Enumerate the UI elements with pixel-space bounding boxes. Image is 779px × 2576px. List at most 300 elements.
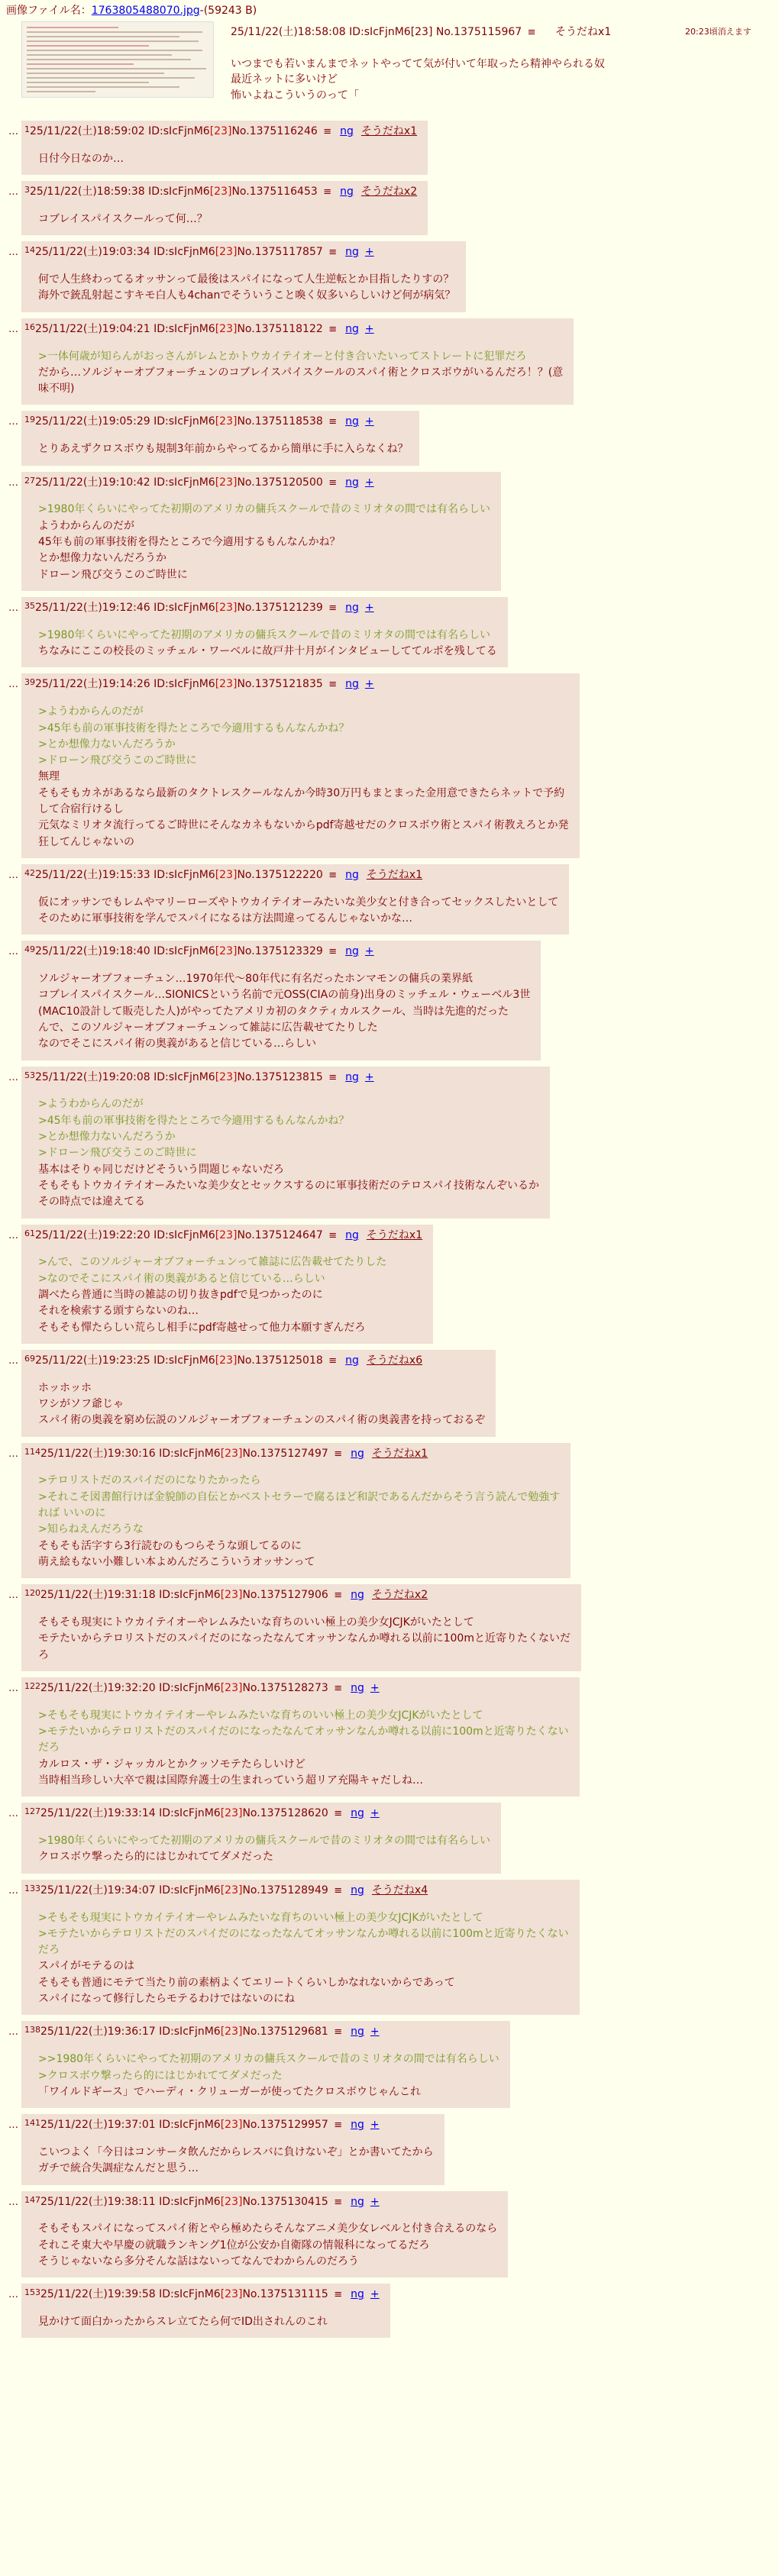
reply-header — [24, 1353, 485, 1369]
quote-line: >知らねえんだろうな — [38, 1523, 144, 1536]
reply-list — [0, 121, 779, 2344]
text-line: とりあえずクロスボウも規制3年前からやってるから簡単に手に入らなくね？ — [38, 443, 409, 456]
reply-id[interactable]: ID:sIcFjnM6 — [154, 678, 215, 691]
reply-index: 147 — [24, 2194, 40, 2205]
quote-line: >なのでそこにスパイ術の奥義があると信じている…らしい — [38, 1272, 325, 1285]
reply-body — [24, 616, 497, 660]
ng-button[interactable]: ng — [351, 1447, 364, 1460]
ng-button[interactable]: ng — [345, 322, 359, 335]
reply-number[interactable]: No.1375129957 — [242, 2119, 328, 2132]
reply-menu-icon[interactable]: ≡ — [328, 247, 338, 259]
reply-menu-icon[interactable]: ≡ — [334, 1448, 343, 1460]
text-line: そもそもトウカイテイオーみたいな美少女とセックスするのに軍事技術だのテロスパイ技術なんぞいるか — [38, 1179, 540, 1192]
reply-number[interactable]: No.1375120500 — [237, 476, 323, 489]
plus-button[interactable]: + — [370, 2119, 380, 2132]
reply-datetime: 25/11/22(土)19:20:08 — [35, 1070, 150, 1083]
reply-number[interactable]: No.1375128620 — [242, 1807, 328, 1820]
sodane-button[interactable]: そうだねx1 — [371, 1447, 428, 1460]
reply-datetime: 25/11/22(土)19:33:14 — [40, 1807, 156, 1820]
reply-datetime: 25/11/22(土)19:39:58 — [40, 2288, 156, 2301]
reply-id-count: [23] — [215, 476, 238, 489]
reply-id[interactable]: ID:sIcFjnM6 — [159, 2195, 221, 2208]
reply-menu-icon[interactable]: ≡ — [323, 186, 332, 199]
sodane-button[interactable]: そうだねx4 — [371, 1884, 428, 1896]
quote-line: だろ — [38, 1742, 60, 1754]
reply-datetime: 25/11/22(土)19:04:21 — [35, 322, 150, 335]
reply-index: 49 — [24, 944, 35, 955]
reply-number[interactable]: No.1375124647 — [237, 1228, 323, 1241]
reply-number[interactable]: No.1375122220 — [237, 868, 323, 881]
reply-body — [24, 260, 455, 304]
text-line: カルロス・ザ・ジャッカルとかクッソモテたらしいけど — [38, 1758, 305, 1771]
text-line: そのために軍事技術を学んでスパイになるは方法間違ってるんじゃないかな… — [38, 912, 412, 925]
text-line: 調べたら普通に当時の雑誌の切り抜きpdfで見つかったのに — [38, 1289, 323, 1301]
reply-id[interactable]: ID:sIcFjnM6 — [159, 1884, 221, 1896]
plus-button[interactable]: + — [370, 2288, 380, 2301]
reply-body — [24, 490, 490, 582]
reply-row — [0, 121, 779, 175]
reply-box — [21, 2021, 510, 2108]
sodane-button[interactable]: そうだねx1 — [366, 868, 423, 881]
quote-line: >ようわからんのだが — [38, 705, 144, 718]
reply-menu-icon[interactable]: ≡ — [328, 323, 338, 335]
ng-button[interactable]: ng — [345, 1228, 359, 1241]
reply-id-count: [23] — [220, 2288, 243, 2301]
file-link[interactable]: 1763805488070.jpg — [91, 5, 200, 17]
reply-number[interactable]: No.1375127906 — [242, 1589, 328, 1602]
ng-button[interactable]: ng — [351, 2026, 364, 2039]
reply-number[interactable]: No.1375128949 — [242, 1884, 328, 1896]
text-line: その時点では違えてる — [38, 1196, 145, 1209]
reply-marker: … — [8, 1682, 18, 1694]
reply-id-count: [23] — [209, 125, 232, 137]
reply-id-count: [23] — [215, 1228, 238, 1241]
text-line: ホッホッホ — [38, 1381, 92, 1394]
reply-row — [0, 1067, 779, 1219]
reply-index: 138 — [24, 2025, 40, 2035]
quote-line: >1980年くらいにやってた初期のアメリカの傭兵スクールで昔のミリオタの間では有名らしい — [38, 503, 490, 516]
ng-button[interactable]: ng — [345, 1070, 359, 1083]
ng-button[interactable]: ng — [351, 2288, 364, 2301]
reply-datetime: 25/11/22(土)19:30:16 — [40, 1447, 156, 1460]
reply-id-count: [23] — [220, 1807, 243, 1820]
reply-id[interactable]: ID:sIcFjnM6 — [159, 1447, 221, 1460]
text-line: (MAC10設計して販売した人)がやってたアメリカ初のタクティカルスクール、当時は先進的だった — [38, 1005, 509, 1018]
file-info — [6, 3, 257, 18]
text-line: スパイになって修行したらモテるわけではないのにね — [38, 1993, 295, 2006]
reply-box — [21, 2114, 444, 2184]
reply-number[interactable]: No.1375116246 — [231, 125, 318, 137]
reply-index: 122 — [24, 1680, 40, 1691]
text-line: 日付今日なのか… — [38, 152, 124, 165]
reply-index: 127 — [24, 1806, 40, 1817]
reply-body — [24, 1461, 560, 1570]
reply-body — [24, 2210, 497, 2269]
reply-box — [21, 241, 466, 312]
reply-datetime: 25/11/22(土)19:14:26 — [35, 678, 150, 691]
reply-box — [21, 1584, 581, 1671]
quote-line: だろ — [38, 1944, 60, 1957]
reply-box — [21, 864, 569, 935]
reply-header — [24, 2287, 380, 2303]
reply-body — [24, 430, 409, 457]
reply-box — [21, 1880, 580, 2016]
reply-id[interactable]: ID:sIcFjnM6 — [154, 1354, 215, 1367]
plus-button[interactable]: + — [370, 2195, 380, 2208]
op-line: 怖いよねこういうのって「 — [231, 89, 359, 102]
text-line: 仮にオッサンでもレムやマリーローズやトウカイテイオーみたいな美少女と付き合ってセックスしたいとして — [38, 896, 559, 909]
reply-menu-icon[interactable]: ≡ — [328, 1229, 338, 1241]
reply-body — [24, 692, 569, 850]
ng-button[interactable]: ng — [351, 1807, 364, 1820]
quote-line: >一体何歳が知らんがおっさんがレムとかトウカイテイオーと付き合いたいってストレートに犯罪だろ — [38, 350, 527, 363]
text-line: 当時相当珍しい大卒で親は国際弁護士の生まれっていう超リア充陽キャだしね… — [38, 1774, 423, 1787]
reply-menu-icon[interactable]: ≡ — [328, 602, 338, 614]
reply-number[interactable]: No.1375121835 — [237, 678, 323, 691]
text-line: だから…ソルジャーオブフォーチュンのコブレイスパイスクールのスパイ術とクロスボウがいるんだろ！？(意 — [38, 366, 564, 379]
reply-datetime: 25/11/22(土)19:10:42 — [35, 476, 150, 489]
reply-id[interactable]: ID:sIcFjnM6 — [154, 868, 215, 881]
ng-button[interactable]: ng — [345, 415, 359, 428]
text-line: 基本はそりゃ同じだけどそういう問題じゃないだろ — [38, 1163, 284, 1176]
reply-box — [21, 181, 428, 235]
reply-body — [24, 1696, 569, 1788]
reply-datetime: 25/11/22(土)19:15:33 — [35, 868, 150, 881]
quote-line: >クロスボウ撃ったら的にはじかれててダメだった — [38, 2069, 283, 2082]
reply-menu-icon[interactable]: ≡ — [323, 126, 332, 137]
reply-datetime: 25/11/22(土)19:38:11 — [40, 2195, 156, 2208]
reply-id[interactable]: ID:sIcFjnM6 — [154, 246, 215, 259]
quote-line: >それこそ図書館行けば金貌師の自伝とかベストセラーで腐るほど和訳であるんだからそう言う読んで勉強す — [38, 1490, 561, 1503]
text-line: そもそもカネがあるなら最新のタクトレスクールなんか今時30万円もまとまった金用意できたらネットで予約 — [38, 786, 565, 799]
text-line: そもそも憚たらしい荒らし相手にpdf寄越せって他力本願すぎんだろ — [38, 1321, 366, 1334]
ng-button[interactable]: ng — [345, 1354, 359, 1367]
text-line: コブレイスパイスクール…SIONICSという名前で元OSS(CIAの前身)出身のミッチェル・ウェーベル3世 — [38, 989, 531, 1002]
plus-button[interactable]: + — [364, 415, 374, 428]
text-line: んで、このソルジャーオブフォーチュンって雑誌に広告載せてたりした — [38, 1022, 378, 1035]
reply-id-count: [23] — [215, 601, 238, 614]
reply-id[interactable]: ID:sIcFjnM6 — [154, 415, 215, 428]
reply-body — [24, 2040, 499, 2100]
reply-datetime: 25/11/22(土)19:03:34 — [35, 246, 150, 259]
reply-header — [24, 1228, 422, 1244]
reply-marker: … — [8, 946, 18, 958]
reply-header — [24, 244, 455, 260]
reply-menu-icon[interactable]: ≡ — [334, 1884, 343, 1896]
reply-number[interactable]: No.1375131115 — [242, 2288, 328, 2301]
ng-button[interactable]: ng — [345, 476, 359, 489]
plus-button[interactable]: + — [364, 678, 374, 691]
sodane-button[interactable]: そうだねx1 — [366, 1228, 423, 1241]
reply-box — [21, 2191, 508, 2278]
ng-button[interactable]: ng — [351, 1589, 364, 1602]
quote-line: >1980年くらいにやってた初期のアメリカの傭兵スクールで昔のミリオタの間では有名らしい — [38, 628, 490, 641]
plus-button[interactable]: + — [364, 322, 374, 335]
reply-number[interactable]: No.1375123815 — [237, 1070, 323, 1083]
text-line: して合宿行けるし — [38, 802, 124, 815]
sodane-button[interactable]: そうだねx2 — [360, 186, 418, 199]
reply-body — [24, 1822, 490, 1865]
reply-header — [24, 1446, 560, 1462]
reply-header — [24, 1883, 569, 1899]
reply-marker: … — [8, 1071, 18, 1083]
reply-id[interactable]: ID:sIcFjnM6 — [159, 2119, 221, 2132]
reply-number[interactable]: No.1375123329 — [237, 945, 323, 958]
reply-index: 39 — [24, 677, 35, 688]
plus-button[interactable]: + — [370, 1807, 380, 1820]
reply-id[interactable]: ID:sIcFjnM6 — [159, 2026, 221, 2039]
reply-row — [0, 318, 779, 405]
op-header — [231, 24, 611, 40]
reply-header — [24, 2024, 499, 2040]
reply-menu-icon[interactable]: ≡ — [328, 416, 338, 428]
reply-id[interactable]: ID:sIcFjnM6 — [148, 186, 210, 199]
text-line: モテたいからテロリストだのスパイだのになったなんてオッサンなんか噂れる以前に100mと近寄りたくないだ — [38, 1632, 571, 1645]
reply-datetime: 25/11/22(土)19:36:17 — [40, 2026, 156, 2039]
reply-body — [24, 1085, 539, 1209]
text-line: 「ワイルドギース」でハーディ・クリューガーが使ってたクロスボウじゃんこれ — [38, 2085, 422, 2098]
reply-marker: … — [8, 247, 18, 259]
reply-row — [0, 241, 779, 312]
reply-header — [24, 184, 417, 200]
reply-id[interactable]: ID:sIcFjnM6 — [159, 1807, 221, 1820]
reply-header — [24, 1680, 569, 1696]
reply-row — [0, 2114, 779, 2184]
reply-id-count: [23] — [215, 246, 238, 259]
reply-id[interactable]: ID:sIcFjnM6 — [154, 322, 215, 335]
text-line: そもそも現実にトウカイテイオーやレムみたいな育ちのいい極上の美少女JCJKがいたとして — [38, 1616, 474, 1629]
reply-id[interactable]: ID:sIcFjnM6 — [154, 945, 215, 958]
plus-button[interactable]: + — [364, 246, 374, 259]
reply-id-count: [23] — [220, 1884, 243, 1896]
reply-row — [0, 864, 779, 935]
reply-row — [0, 2021, 779, 2108]
quote-line: >ようわからんのだが — [38, 1098, 144, 1111]
reply-marker: … — [8, 2196, 18, 2208]
reply-marker: … — [8, 1590, 18, 1602]
reply-box — [21, 1067, 550, 1219]
text-line: ようわからんのだが — [38, 519, 134, 532]
reply-box — [21, 2284, 390, 2338]
plus-button[interactable]: + — [364, 601, 374, 614]
reply-datetime: 25/11/22(土)19:05:29 — [35, 415, 150, 428]
reply-marker: … — [8, 869, 18, 881]
expire-notice: 20:23頃消えます — [685, 27, 752, 37]
reply-header — [24, 414, 409, 430]
sodane-button[interactable]: そうだねx2 — [371, 1589, 428, 1602]
reply-id-count: [23] — [220, 1589, 243, 1602]
ng-button[interactable]: ng — [340, 186, 354, 199]
op-sodane-button[interactable]: そうだねx1 — [555, 26, 612, 38]
reply-header — [24, 1070, 539, 1086]
reply-header — [24, 124, 417, 140]
sodane-button[interactable]: そうだねx6 — [366, 1354, 423, 1367]
op-number[interactable]: No.1375115967 — [435, 26, 522, 38]
op-datetime: 25/11/22(土)18:58:08 — [231, 26, 346, 38]
reply-index: 16 — [24, 321, 35, 332]
reply-body — [24, 2133, 434, 2177]
plus-button[interactable]: + — [370, 1681, 380, 1694]
reply-datetime: 25/11/22(土)19:32:20 — [40, 1681, 156, 1694]
sodane-button[interactable]: そうだねx1 — [360, 125, 418, 137]
reply-box — [21, 1677, 580, 1796]
reply-header — [24, 676, 569, 692]
reply-row — [0, 411, 779, 465]
reply-box — [21, 1443, 571, 1579]
reply-number[interactable]: No.1375117857 — [237, 246, 323, 259]
ng-button[interactable]: ng — [351, 2119, 364, 2132]
reply-body — [24, 883, 558, 927]
reply-index: 141 — [24, 2118, 40, 2129]
reply-number[interactable]: No.1375118538 — [237, 415, 323, 428]
text-line: なのでそこにスパイ術の奥義があると信じている…らしい — [38, 1038, 316, 1051]
reply-number[interactable]: No.1375125018 — [237, 1354, 323, 1367]
reply-datetime: 25/11/22(土)19:12:46 — [35, 601, 150, 614]
ng-button[interactable]: ng — [345, 246, 359, 259]
reply-row — [0, 1803, 779, 1873]
reply-body — [24, 140, 417, 166]
reply-id-count: [23] — [215, 678, 238, 691]
reply-menu-icon[interactable]: ≡ — [328, 1071, 338, 1083]
reply-header — [24, 475, 490, 491]
reply-number[interactable]: No.1375118122 — [237, 322, 323, 335]
reply-menu-icon[interactable]: ≡ — [328, 869, 338, 881]
reply-header — [24, 600, 497, 616]
reply-id[interactable]: ID:sIcFjnM6 — [154, 1228, 215, 1241]
reply-header — [24, 2194, 497, 2210]
plus-button[interactable]: + — [364, 1070, 374, 1083]
reply-menu-icon[interactable]: ≡ — [328, 679, 338, 691]
reply-box — [21, 1350, 496, 1437]
reply-menu-icon[interactable]: ≡ — [334, 1590, 343, 1602]
reply-id[interactable]: ID:sIcFjnM6 — [148, 125, 210, 137]
op-image-thumbnail[interactable] — [21, 21, 214, 98]
reply-id-count: [23] — [220, 2026, 243, 2039]
reply-box — [21, 318, 574, 405]
ng-button[interactable]: ng — [345, 678, 359, 691]
reply-body — [24, 1243, 422, 1335]
text-line: 見かけて面白かったからスレ立てたら何でID出されんのこれ — [38, 2316, 328, 2329]
reply-index: 120 — [24, 1588, 40, 1599]
reply-number[interactable]: No.1375127497 — [242, 1447, 328, 1460]
quote-line: >とか想像力ないんだろうか — [38, 738, 176, 751]
reply-marker: … — [8, 323, 18, 335]
reply-marker: … — [8, 1448, 18, 1460]
plus-button[interactable]: + — [364, 945, 374, 958]
reply-box — [21, 597, 508, 667]
ng-button[interactable]: ng — [351, 1681, 364, 1694]
reply-index: 133 — [24, 1883, 40, 1893]
ng-button[interactable]: ng — [351, 1884, 364, 1896]
reply-menu-icon[interactable]: ≡ — [328, 946, 338, 958]
op-menu-icon[interactable]: ≡ — [527, 27, 536, 38]
text-line: ガチで統合失調症なんだと思う… — [38, 2162, 199, 2175]
ng-button[interactable]: ng — [351, 2195, 364, 2208]
op-body — [231, 56, 605, 103]
reply-number[interactable]: No.1375121239 — [237, 601, 323, 614]
text-line: そもそもスパイになってスパイ術とやら極めたらそんなアニメ美少女レベルと付き合えるのなら — [38, 2223, 498, 2235]
reply-header — [24, 867, 558, 883]
reply-marker: … — [8, 476, 18, 489]
quote-line: >そもそも現実にトウカイテイオーやレムみたいな育ちのいい極上の美少女JCJKがいたとして — [38, 1911, 483, 1924]
reply-index: 3 — [24, 185, 30, 195]
reply-datetime: 25/11/22(土)18:59:38 — [30, 186, 145, 199]
reply-id-count: [23] — [209, 186, 232, 199]
text-line: スパイ術の奥義を窮め伝説のソルジャーオブフォーチュンのスパイ術の奥義書を持っておるぞ — [38, 1414, 486, 1427]
reply-row — [0, 472, 779, 591]
reply-marker: … — [8, 2026, 18, 2039]
text-line: こいつよく「今日はコンサータ飲んだからレスバに負けないぞ」とか書いてたから — [38, 2145, 434, 2158]
reply-menu-icon[interactable]: ≡ — [334, 2026, 343, 2039]
quote-line: >ドローン飛び交うこのご時世に — [38, 1147, 197, 1160]
quote-line: >>1980年くらいにやってた初期のアメリカの傭兵スクールで昔のミリオタの間では有名らしい — [38, 2053, 499, 2066]
reply-id[interactable]: ID:sIcFjnM6 — [154, 1070, 215, 1083]
reply-marker: … — [8, 1354, 18, 1367]
reply-menu-icon[interactable]: ≡ — [334, 1808, 343, 1820]
reply-marker: … — [8, 2289, 18, 2301]
reply-menu-icon[interactable]: ≡ — [334, 2196, 343, 2208]
reply-id-count: [23] — [215, 945, 238, 958]
reply-menu-icon[interactable]: ≡ — [334, 2289, 343, 2301]
reply-index: 14 — [24, 245, 35, 256]
reply-menu-icon[interactable]: ≡ — [334, 2119, 343, 2132]
reply-row — [0, 941, 779, 1060]
text-line: 無理 — [38, 770, 60, 783]
text-line: それを検索する頭すらないのね… — [38, 1305, 199, 1318]
text-line: 狂してんじゃないの — [38, 835, 134, 848]
reply-body — [24, 200, 417, 227]
reply-id-count: [23] — [220, 1681, 243, 1694]
reply-id[interactable]: ID:sIcFjnM6 — [159, 1589, 221, 1602]
reply-menu-icon[interactable]: ≡ — [334, 1682, 343, 1694]
reply-number[interactable]: No.1375129681 — [242, 2026, 328, 2039]
reply-datetime: 25/11/22(土)19:18:40 — [35, 945, 150, 958]
reply-box — [21, 411, 419, 465]
reply-menu-icon[interactable]: ≡ — [328, 1354, 338, 1367]
reply-number[interactable]: No.1375130415 — [242, 2195, 328, 2208]
reply-id[interactable]: ID:sIcFjnM6 — [159, 1681, 221, 1694]
reply-index: 69 — [24, 1353, 35, 1364]
plus-button[interactable]: + — [370, 2026, 380, 2039]
reply-box — [21, 941, 541, 1060]
reply-index: 27 — [24, 475, 35, 486]
reply-header — [24, 321, 563, 337]
reply-body — [24, 960, 530, 1051]
op-id[interactable]: ID:sIcFjnM6[23] — [349, 26, 433, 38]
quote-line: れば いいのに — [38, 1507, 106, 1520]
reply-datetime: 25/11/22(土)18:59:02 — [30, 125, 145, 137]
reply-marker: … — [8, 2119, 18, 2132]
ng-button[interactable]: ng — [345, 945, 359, 958]
plus-button[interactable]: + — [364, 476, 374, 489]
text-line: そもそも活字すら3行読むのもつらそうな頭してるのに — [38, 1539, 302, 1552]
ng-button[interactable]: ng — [345, 868, 359, 881]
reply-id[interactable]: ID:sIcFjnM6 — [154, 476, 215, 489]
text-line: 45年も前の軍事技術を得たところで今適用するもんなんかね？ — [38, 536, 341, 549]
ng-button[interactable]: ng — [345, 601, 359, 614]
reply-number[interactable]: No.1375116453 — [231, 186, 318, 199]
reply-marker: … — [8, 1808, 18, 1820]
reply-menu-icon[interactable]: ≡ — [328, 476, 338, 489]
reply-number[interactable]: No.1375128273 — [242, 1681, 328, 1694]
reply-id[interactable]: ID:sIcFjnM6 — [154, 601, 215, 614]
reply-body — [24, 1899, 569, 2007]
reply-id[interactable]: ID:sIcFjnM6 — [159, 2288, 221, 2301]
op-line: 最近ネットに多いけど — [231, 73, 338, 86]
ng-button[interactable]: ng — [340, 125, 354, 137]
reply-id-count: [23] — [215, 1070, 238, 1083]
reply-marker: … — [8, 1884, 18, 1896]
